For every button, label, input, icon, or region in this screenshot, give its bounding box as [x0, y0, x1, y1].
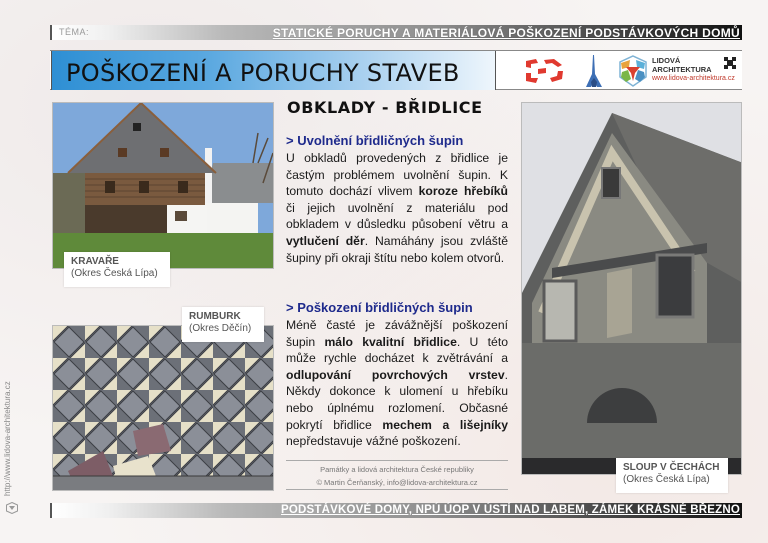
- bottom-bar: [50, 503, 742, 518]
- paragraph-loosening: [286, 150, 508, 266]
- house-photo-kravare: [53, 103, 274, 269]
- brand-name-line1: LIDOVÁ: [652, 56, 681, 65]
- photo-sloup: [521, 102, 742, 475]
- caption-district: (Okres Česká Lípa): [71, 268, 158, 279]
- emphasis: odlupování povrchových vrstev: [286, 367, 505, 382]
- emphasis: vytlučení děr: [286, 233, 365, 248]
- emphasis: mechem a lišejníky: [382, 417, 508, 432]
- credits-line1: Památky a lidová architektura České republiky: [320, 465, 474, 474]
- text-span: Méně časté je závážnější poškození šupin: [286, 318, 508, 349]
- qr-icon: [724, 57, 736, 69]
- lidova-architektura-logo-icon: [618, 55, 648, 87]
- caption-rumburk: [182, 307, 264, 342]
- caption-kravare: [64, 252, 170, 287]
- credits: [286, 460, 508, 490]
- header: [50, 50, 742, 90]
- gable-photo-sloup: [522, 103, 742, 475]
- text-span: . U této může rychle docházet k zvětrávání a: [286, 334, 508, 366]
- caption-place: SLOUP V ČECHÁCH: [623, 462, 720, 473]
- brand-url[interactable]: www.lidova-architektura.cz: [652, 75, 735, 82]
- credits-line2: © Martin Čerňanský, info@lidova-architektura.cz: [316, 478, 478, 487]
- brand-text: [652, 56, 735, 84]
- caption-district: (Okres Česká Lípa): [623, 474, 710, 485]
- page-title: POŠKOZENÍ A PORUCHY STAVEB: [66, 59, 460, 87]
- section-title: OBKLADY - BŘIDLICE: [287, 98, 483, 117]
- side-logo-icon: [6, 502, 18, 514]
- subheading-loosening: > Uvolnění břidličných šupin: [286, 133, 464, 148]
- text-span: . Namáhány jsou zvláště šupiny při okraji štítu nebo kolem otvorů.: [286, 233, 508, 265]
- text-span: U obkladů provedených z břidlice je častým problémem uvolnění šupin. K tomuto dochází vlivem: [286, 151, 508, 199]
- emphasis: koroze hřebíků: [418, 184, 508, 199]
- subheading-damage: > Poškození břidličných šupin: [286, 300, 473, 315]
- caption-district: (Okres Děčín): [189, 323, 252, 334]
- text-span: . Někdy dokonce k ulomení u hřebíku nebo úplnému rozlomení. Občasné pokrytí břidlice: [286, 367, 508, 432]
- photo-kravare: [52, 102, 274, 269]
- theme-bar: [50, 25, 742, 40]
- emphasis: málo kvalitní břidlice: [324, 334, 457, 349]
- brand-name-line2: ARCHITEKTURA: [652, 65, 712, 74]
- caption-place: KRAVAŘE: [71, 256, 119, 267]
- theme-text: STATICKÉ PORUCHY A MATERIÁLOVÁ POŠKOZENÍ PODSTÁVKOVÝCH DOMŮ: [272, 26, 740, 40]
- text-span: nepředstavuje vážné poškození.: [286, 434, 461, 449]
- blue-tower-logo-icon: [580, 54, 608, 88]
- red-bracket-logo-icon: [522, 57, 566, 85]
- paragraph-damage: [286, 317, 508, 450]
- caption-place: RUMBURK: [189, 311, 241, 322]
- side-url[interactable]: http://www.lidova-architektura.cz: [3, 381, 12, 496]
- theme-label: TÉMA:: [59, 27, 90, 37]
- bottom-text: PODSTÁVKOVÉ DOMY, NPÚ ÚOP V ÚSTÍ NAD LABEM, ZÁMEK KRÁSNÉ BŘEZNO: [280, 504, 740, 516]
- caption-sloup: [616, 458, 728, 493]
- text-block-loosening: [286, 133, 508, 266]
- slate-tiles-photo: [53, 326, 274, 491]
- text-span: či jejich uvolnění z materiálu pod obkladem v důsledku působení větru a: [286, 200, 508, 232]
- text-block-damage: [286, 300, 508, 450]
- photo-rumburk: [52, 325, 274, 491]
- header-title-box: [51, 51, 496, 90]
